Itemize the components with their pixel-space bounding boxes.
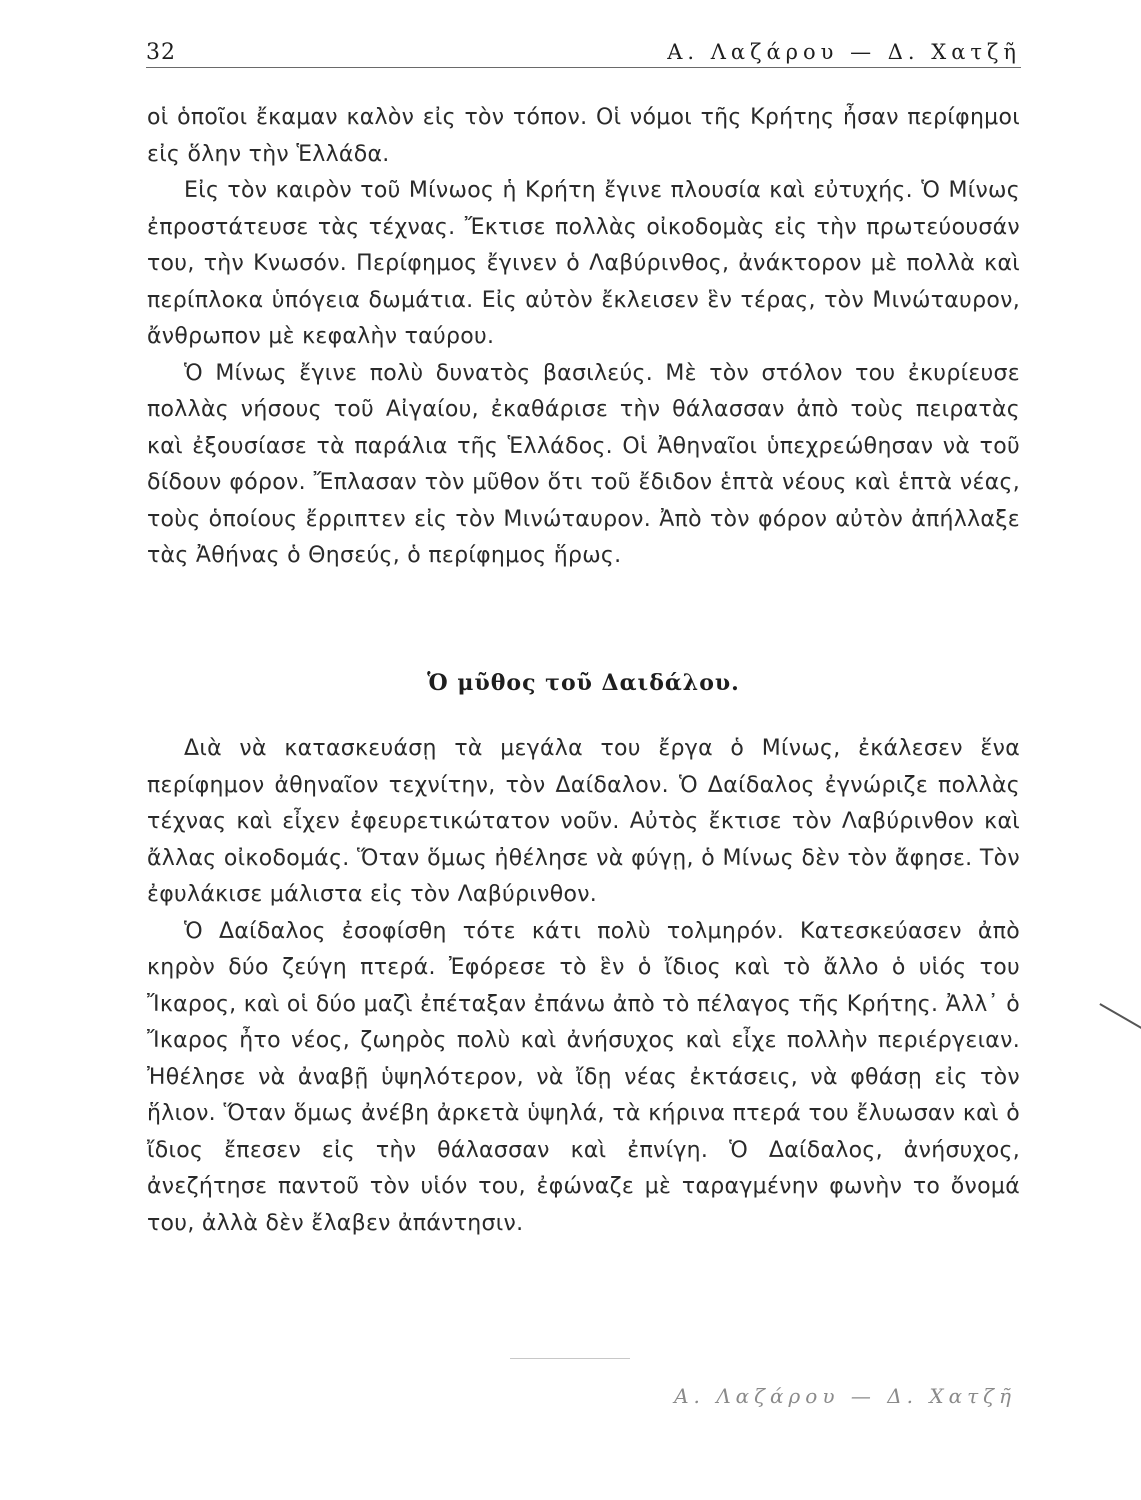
paragraph: Ὁ Δαίδαλος ἐσοφίσθη τότε κάτι πολὺ τολμηρόν. Κατεσκεύασεν ἀπὸ κηρὸν δύο ζεύγη πτερά. Ἐφόρεσε τὸ ἓν ὁ ἴδιος καὶ τὸ ἄλλο ὁ υἱός του Ἴκαρος, καὶ οἱ δύο μαζὶ ἐπέταξαν ἐπάνω ἀπὸ τὸ πέλαγος τῆς Κρήτης. Ἀλλ᾽ ὁ Ἴκαρος ἦτο νέος, ζωηρὸς πολὺ καὶ ἀνήσυχος καὶ εἶχε πολλὴν περιέργειαν. Ἠθέλησε νὰ ἀναβῇ ὑψηλότερον, νὰ ἴδῃ νέας ἐκτάσεις, νὰ φθάσῃ εἰς τὸν ἥλιον. Ὅταν ὅμως ἀνέβη ἀρκετὰ ὑψηλά, τὰ κήρινα πτερά του ἔλυωσαν καὶ ὁ ἴδιος ἔπεσεν εἰς τὴν θάλασσαν καὶ ἐπνίγη. Ὁ Δαίδαλος, ἀνήσυχος, ἀνεζήτησε παντοῦ τὸν υἱόν του, ἐφώναζε μὲ ταραγμένην φωνὴν το ὄνομά του, ἀλλὰ δὲν ἔλαβεν ἀπάντησιν. <box>147 918 1020 1236</box>
section-title: Ὁ μῦθος τοῦ Δαιδάλου. <box>427 670 740 696</box>
page-header <box>146 40 1021 70</box>
header-rule <box>146 67 1021 68</box>
paragraph: Ὁ Μίνως ἔγινε πολὺ δυνατὸς βασιλεύς. Μὲ τὸν στόλον του ἐκυρίευσε πολλὰς νήσους τοῦ Αἰγαίου, ἐκαθάρισε τὴν θάλασσαν ἀπὸ τοὺς πειρατὰς καὶ ἐξουσίασε τὰ παράλια τῆς Ἑλλάδος. Οἱ Ἀθηναῖοι ὑπεχρεώθησαν νὰ τοῦ δίδουν φόρον. Ἔπλασαν τὸν μῦθον ὅτι τοῦ ἔδιδον ἑπτὰ νέους καὶ ἑπτὰ νέας, τοὺς ὁποίους ἔρριπτεν εἰς τὸν Μινώταυρον. Ἀπὸ τὸν φόρον αὐτὸν ἀπήλλαξε τὰς Ἀθήνας ὁ Θησεύς, ὁ περίφημος ἥρως. <box>147 360 1020 568</box>
paragraph: Διὰ νὰ κατασκευάσῃ τὰ μεγάλα του ἔργα ὁ Μίνως, ἐκάλεσεν ἕνα περίφημον ἀθηναῖον τεχνίτην, τὸν Δαίδαλον. Ὁ Δαίδαλος ἐγνώριζε πολλὰς τέχνας καὶ εἶχεν ἐφευρετικώτατον νοῦν. Αὐτὸς ἔκτισε τὸν Λαβύρινθον καὶ ἄλλας οἰκοδομάς. Ὅταν ὅμως ἠθέλησε νὰ φύγῃ, ὁ Μίνως δὲν τὸν ἄφησε. Τὸν ἐφυλάκισε μάλιστα εἰς τὸν Λαβύρινθον. <box>147 736 1020 907</box>
page-number: 32 <box>146 40 176 65</box>
footer-rule <box>510 1358 630 1359</box>
paragraph: οἱ ὁποῖοι ἔκαμαν καλὸν εἰς τὸν τόπον. Οἱ νόμοι τῆς Κρήτης ἦσαν περίφημοι εἰς ὅλην τὴν Ἑλλάδα. <box>147 105 1020 167</box>
scan-mark <box>1100 1003 1141 1028</box>
footer-mark: Α. Λαζάρου — Δ. Χατζῆ <box>674 1384 1016 1408</box>
text-after-section <box>147 731 1020 1242</box>
running-head: Α. Λαζάρου — Δ. Χατζῆ <box>667 40 1021 64</box>
paragraph: Εἰς τὸν καιρὸν τοῦ Μίνωος ἡ Κρήτη ἔγινε πλουσία καὶ εὐτυχής. Ὁ Μίνως ἐπροστάτευσε τὰς τέχνας. Ἔκτισε πολλὰς οἰκοδομὰς εἰς τὴν πρωτεύουσάν του, τὴν Κνωσόν. Περίφημος ἔγινεν ὁ Λαβύρινθος, ἀνάκτορον μὲ πολλὰ καὶ περίπλοκα ὑπόγεια δωμάτια. Εἰς αὐτὸν ἔκλεισεν ἓν τέρας, τὸν Μινώταυρον, ἄνθρωπον μὲ κεφαλὴν ταύρου. <box>147 178 1020 349</box>
text-before-section <box>147 100 1020 575</box>
